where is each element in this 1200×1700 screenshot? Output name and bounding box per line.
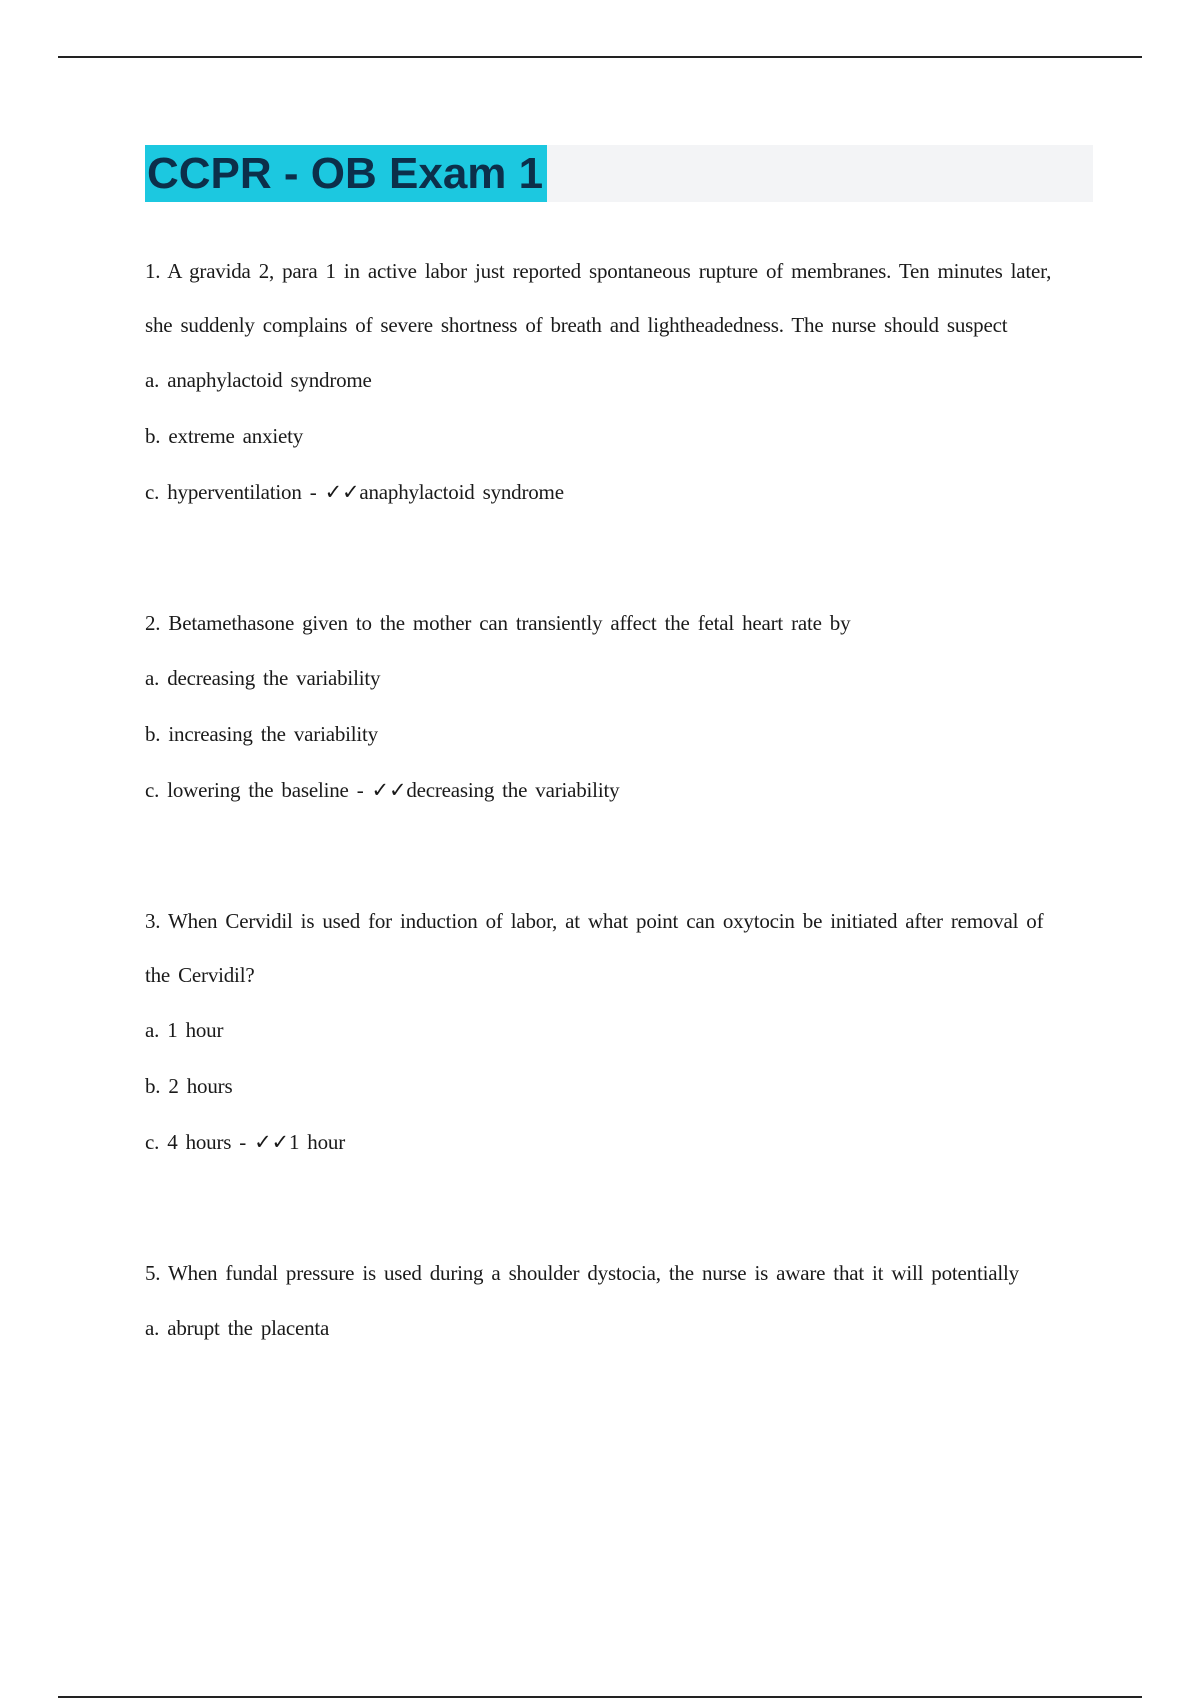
option-a: a. 1 hour xyxy=(145,1018,224,1042)
option-c-with-answer xyxy=(145,762,1065,818)
option-c: c. hyperventilation xyxy=(145,480,302,504)
footer-rule xyxy=(58,1696,1142,1698)
answer-separator: - xyxy=(231,1130,255,1154)
option-c: c. 4 hours xyxy=(145,1130,232,1154)
header-rule xyxy=(58,56,1142,58)
option-a: a. abrupt the placenta xyxy=(145,1316,330,1340)
question-text: 5. When fundal pressure is used during a shoulder dystocia, the nurse is aware that it will potentially xyxy=(145,1261,1019,1285)
option-b: b. increasing the variability xyxy=(145,722,378,746)
option-c-with-answer xyxy=(145,464,1065,520)
double-check-icon: ✓✓ xyxy=(324,480,360,504)
answer-text: decreasing the variability xyxy=(406,778,620,802)
document-body xyxy=(145,244,1065,1432)
double-check-icon: ✓✓ xyxy=(371,778,407,802)
option-b: b. extreme anxiety xyxy=(145,424,304,448)
answer-separator: - xyxy=(348,778,372,802)
option-a: a. decreasing the variability xyxy=(145,666,381,690)
double-check-icon: ✓✓ xyxy=(254,1130,289,1154)
question-2 xyxy=(145,596,1065,818)
option-b: b. 2 hours xyxy=(145,1074,233,1098)
question-text: 3. When Cervidil is used for induction of labor, at what point can oxytocin be initiated after removal of the Cervidil? xyxy=(145,909,1044,987)
answer-text: anaphylactoid syndrome xyxy=(359,480,564,504)
answer-separator: - xyxy=(301,480,325,504)
question-text: 1. A gravida 2, para 1 in active labor just reported spontaneous rupture of membranes. Ten minutes later, she suddenly complains of severe shortness of breath and lightheadedness. The nurse should suspect xyxy=(145,259,1052,337)
question-5 xyxy=(145,1246,1065,1356)
question-text: 2. Betamethasone given to the mother can transiently affect the fetal heart rate by xyxy=(145,611,851,635)
question-1 xyxy=(145,244,1065,520)
option-a: a. anaphylactoid syndrome xyxy=(145,368,372,392)
option-c-with-answer xyxy=(145,1114,1065,1170)
answer-text: 1 hour xyxy=(288,1130,345,1154)
question-3 xyxy=(145,894,1065,1170)
option-c: c. lowering the baseline xyxy=(145,778,349,802)
page-title: CCPR - OB Exam 1 xyxy=(145,145,547,202)
